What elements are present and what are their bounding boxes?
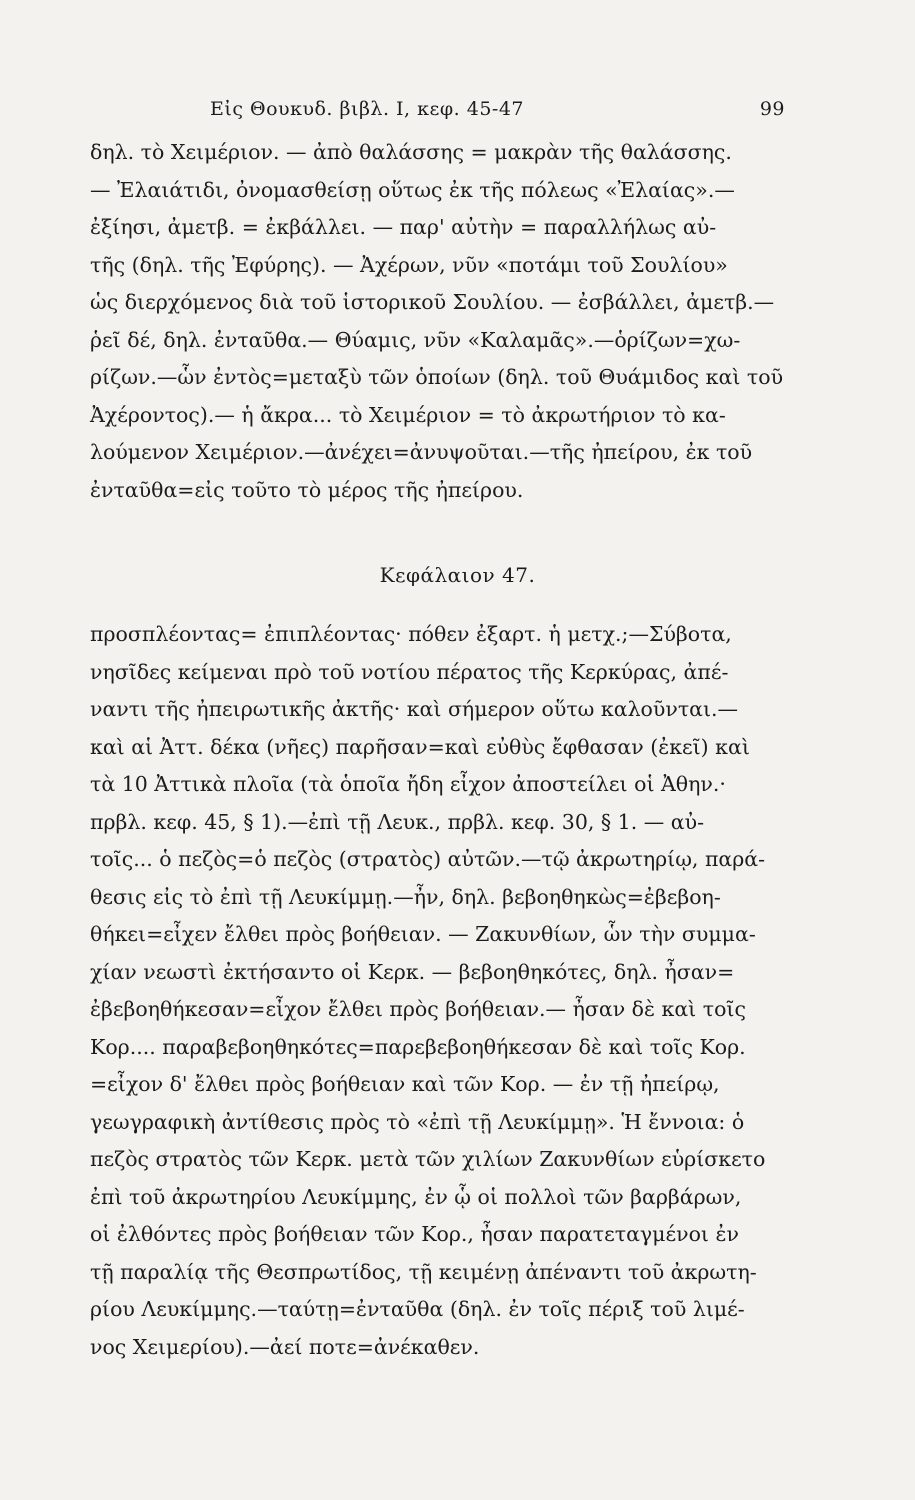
- text-line: τοῖς... ὁ πεζὸς=ὁ πεζὸς (στρατὸς) αὐτῶν.—τῷ ἀκρωτηρίῳ, παρά-: [90, 847, 766, 871]
- text-line: ῥεῖ δέ, δηλ. ἐνταῦθα.— Θύαμις, νῦν «Καλαμᾶς».—ὁρίζων=χω-: [90, 327, 741, 352]
- text-line: προσπλέοντας= ἐπιπλέοντας· πόθεν ἐξαρτ. ἡ μετχ.;—Σύβοτα,: [90, 622, 732, 646]
- commentary-chapter-46: [90, 134, 790, 509]
- commentary-chapter-47: [90, 616, 790, 1366]
- page-number: 99: [759, 98, 785, 120]
- text-line: ἐνταῦθα=εἰς τοῦτο τὸ μέρος τῆς ἠπείρου.: [90, 477, 524, 502]
- commentary-paragraph: [90, 616, 790, 1366]
- text-line: νησῖδες κείμεναι πρὸ τοῦ νοτίου πέρατος τῆς Κερκύρας, ἀπέ-: [90, 659, 729, 684]
- text-line: ρίου Λευκίμμης.—ταύτῃ=ἐνταῦθα (δηλ. ἐν τοῖς πέριξ τοῦ λιμέ-: [90, 1297, 745, 1321]
- text-line: δηλ. τὸ Χειμέριον. — ἀπὸ θαλάσσης = μακρὰν τῆς θαλάσσης.: [90, 140, 732, 164]
- text-line: τῆς (δηλ. τῆς Ἐφύρης). — Ἀχέρων, νῦν «ποτάμι τοῦ Σουλίου»: [90, 252, 728, 277]
- text-line: ναντι τῆς ἠπειρωτικῆς ἀκτῆς· καὶ σήμερον οὕτω καλοῦνται.—: [90, 697, 739, 721]
- text-line: =εἶχον δ' ἔλθει πρὸς βοήθειαν καὶ τῶν Κορ. — ἐν τῇ ἠπείρῳ,: [90, 1072, 720, 1096]
- text-line: πεζὸς στρατὸς τῶν Κερκ. μετὰ τῶν χιλίων Ζακυνθίων εὑρίσκετο: [90, 1147, 766, 1171]
- text-line: — Ἐλαιάτιδι, ὀνομασθείσῃ οὕτως ἐκ τῆς πόλεως «Ἐλαίας».—: [90, 177, 735, 202]
- text-line: καὶ αἱ Ἀττ. δέκα (νῆες) παρῆσαν=καὶ εὐθὺς ἔφθασαν (ἐκεῖ) καὶ: [90, 734, 750, 759]
- text-line: Κορ.... παραβεβοηθηκότες=παρεβεβοηθήκεσαν δὲ καὶ τοῖς Κορ.: [90, 1034, 746, 1059]
- text-line: οἱ ἐλθόντες πρὸς βοήθειαν τῶν Κορ., ἦσαν παρατεταγμένοι ἐν: [90, 1222, 739, 1246]
- text-line: τῇ παραλίᾳ τῆς Θεσπρωτίδος, τῇ κειμένῃ ἀπέναντι τοῦ ἀκρωτη-: [90, 1259, 757, 1284]
- text-line: θήκει=εἶχεν ἔλθει πρὸς βοήθειαν. — Ζακυνθίων, ὧν τὴν συμμα-: [90, 922, 756, 946]
- text-line: ἐβεβοηθήκεσαν=εἶχον ἔλθει πρὸς βοήθειαν.— ἦσαν δὲ καὶ τοῖς: [90, 997, 746, 1021]
- chapter-heading: Κεφάλαιον 47.: [379, 563, 536, 587]
- text-line: γεωγραφικὴ ἀντίθεσις πρὸς τὸ «ἐπὶ τῇ Λευκίμμῃ». Ἡ ἔννοια: ὁ: [90, 1109, 745, 1134]
- commentary-paragraph: [90, 134, 790, 509]
- text-line: ἐπὶ τοῦ ἀκρωτηρίου Λευκίμμης, ἐν ᾧ οἱ πολλοὶ τῶν βαρβάρων,: [90, 1184, 742, 1209]
- running-title: Εἰς Θουκυδ. βιβλ. Ι, κεφ. 45-47: [210, 98, 525, 120]
- text-line: ἐξίησι, ἀμετβ. = ἐκβάλλει. — παρ' αὐτὴν = παραλλήλως αὐ-: [90, 215, 717, 239]
- text-line: Ἀχέροντος).— ἡ ἄκρα... τὸ Χειμέριον = τὸ ἀκρωτήριον τὸ κα-: [90, 402, 726, 427]
- text-line: θεσις εἰς τὸ ἐπὶ τῇ Λευκίμμῃ.—ἦν, δηλ. βεβοηθηκὼς=ἐβεβοη-: [90, 884, 721, 909]
- text-line: τὰ 10 Ἀττικὰ πλοῖα (τὰ ὁποῖα ἤδη εἶχον ἀποστείλει οἱ Ἀθην.·: [90, 772, 726, 796]
- text-line: λούμενον Χειμέριον.—ἀνέχει=ἀνυψοῦται.—τῆς ἠπείρου, ἐκ τοῦ: [90, 440, 753, 464]
- text-line: χίαν νεωστὶ ἐκτήσαντο οἱ Κερκ. — βεβοηθηκότες, δηλ. ἦσαν=: [90, 959, 735, 984]
- text-line: ὡς διερχόμενος διὰ τοῦ ἱστορικοῦ Σουλίου. — ἐσβάλλει, ἀμετβ.—: [90, 290, 775, 314]
- text-line: νος Χειμερίου).—ἀεί ποτε=ἀνέκαθεν.: [90, 1334, 480, 1359]
- text-line: πρβλ. κεφ. 45, § 1).—ἐπὶ τῇ Λευκ., πρβλ. κεφ. 30, § 1. — αὐ-: [90, 809, 705, 834]
- text-line: ρίζων.—ὧν ἐντὸς=μεταξὺ τῶν ὁποίων (δηλ. τοῦ Θυάμιδος καὶ τοῦ: [90, 365, 784, 389]
